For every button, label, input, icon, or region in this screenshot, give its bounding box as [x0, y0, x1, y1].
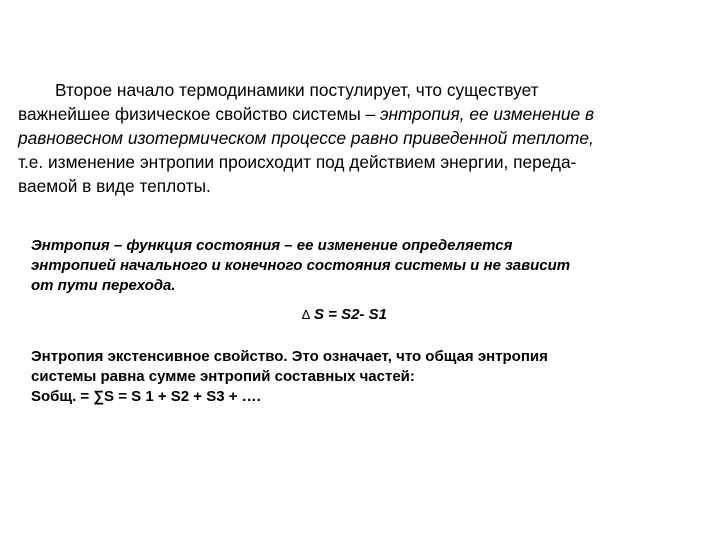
paragraph-line: равновесном изотермическом процессе равно приведенной теплоте,	[18, 128, 594, 148]
delta-symbol: ∆	[302, 307, 310, 322]
extensive-line: системы равна сумме энтропий составных частей:	[31, 368, 415, 385]
second-law-paragraph	[18, 78, 698, 198]
extensive-property	[31, 347, 701, 407]
entropy-definition	[31, 236, 701, 296]
paragraph-line: т.е. изменение энтропии происходит под действием энергии, переда-	[18, 152, 577, 172]
extensive-line: Энтропия экстенсивное свойство. Это означает, что общая энтропия	[31, 348, 548, 365]
paragraph-line: ваемой в виде теплоты.	[18, 176, 211, 196]
formula-expression: S = S2- S1	[313, 306, 387, 323]
paragraph-italic-text: энтропия, ее изменение в	[379, 104, 594, 124]
definition-line: Энтропия – функция состояния – ее изменение определяется	[31, 237, 513, 254]
paragraph-line: Второе начало термодинамики постулирует, что существует	[55, 80, 539, 100]
paragraph-text: важнейшее физическое свойство системы –	[18, 104, 380, 124]
entropy-change-formula	[302, 306, 387, 323]
definition-line: энтропией начального и конечного состояния системы и не зависит	[31, 257, 571, 274]
total-entropy-formula: Sобщ. = ∑S = S 1 + S2 + S3 + ….	[31, 388, 261, 405]
definition-line: от пути перехода.	[31, 277, 176, 294]
paragraph-line	[18, 102, 698, 126]
